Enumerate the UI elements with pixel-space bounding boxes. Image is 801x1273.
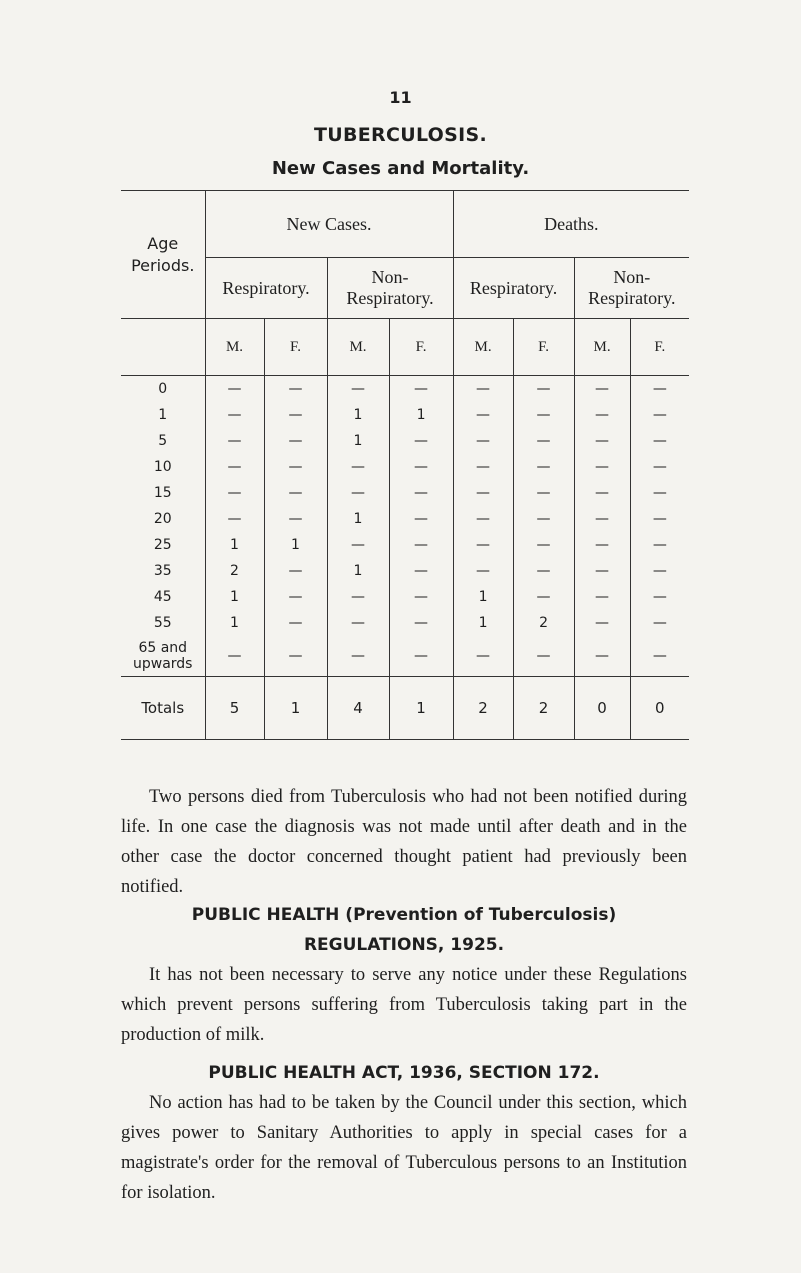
table-cell: —	[630, 558, 689, 584]
table-cell: —	[574, 532, 630, 558]
totals-row	[121, 677, 689, 740]
table-cell: —	[453, 480, 513, 506]
page-title: TUBERCULOSIS.	[314, 124, 487, 146]
table-cell: —	[453, 506, 513, 532]
table-cell: —	[327, 454, 389, 480]
table-cell: —	[327, 636, 389, 677]
table-row	[121, 402, 689, 428]
table-cell: —	[453, 454, 513, 480]
table-row	[121, 376, 689, 403]
deaths-header: Deaths.	[453, 191, 689, 258]
table-cell: —	[574, 376, 630, 403]
age-cell: 65 and upwards	[121, 636, 205, 677]
table-cell: —	[389, 636, 453, 677]
age-cell: 15	[153, 485, 172, 501]
table-row	[121, 584, 689, 610]
table-cell: —	[630, 610, 689, 636]
table-row	[121, 636, 689, 677]
table-cell: —	[264, 506, 327, 532]
age-cell: 25	[153, 537, 172, 553]
paragraph-section-172: No action has had to be taken by the Council under this section, which gives power to Sanitary Authorities to apply in special cases for a magistrate's order for the removal of Tuberculous persons to an Institution for isolation.	[121, 1093, 687, 1203]
table-cell: 1	[453, 610, 513, 636]
table-cell: 1	[327, 506, 389, 532]
table-cell: 1	[453, 584, 513, 610]
table-row	[121, 506, 689, 532]
deaths-non-respiratory-header: Non- Respiratory.	[574, 258, 689, 319]
table-cell: —	[205, 376, 264, 403]
table-cell: —	[513, 506, 574, 532]
table-cell: —	[327, 376, 389, 403]
table-cell: —	[453, 428, 513, 454]
table-cell: —	[264, 454, 327, 480]
age-cell: 35	[153, 563, 172, 579]
table-cell: —	[327, 584, 389, 610]
table-cell: —	[453, 402, 513, 428]
sex-header: M.	[205, 319, 264, 376]
table-cell: —	[205, 402, 264, 428]
table-cell: —	[574, 428, 630, 454]
table-cell: —	[264, 376, 327, 403]
table-cell: —	[630, 532, 689, 558]
new-cases-header: New Cases.	[205, 191, 453, 258]
table-cell: —	[630, 454, 689, 480]
total-cell: 0	[574, 677, 630, 740]
table-cell: —	[389, 584, 453, 610]
table-cell: —	[513, 584, 574, 610]
table-cell: 2	[513, 610, 574, 636]
table-cell: 1	[389, 402, 453, 428]
table-cell: —	[205, 454, 264, 480]
table-cell: —	[574, 584, 630, 610]
total-cell: 2	[513, 677, 574, 740]
table-cell: 2	[205, 558, 264, 584]
age-cell: 5	[158, 433, 168, 449]
table-cell: —	[574, 480, 630, 506]
table-cell: —	[264, 584, 327, 610]
age-cell: 1	[158, 407, 168, 423]
table-cell: —	[389, 506, 453, 532]
table-row	[121, 428, 689, 454]
total-cell: 1	[389, 677, 453, 740]
total-cell: 1	[264, 677, 327, 740]
table-cell: —	[264, 636, 327, 677]
table-cell: —	[205, 506, 264, 532]
heading-section-172: PUBLIC HEALTH ACT, 1936, SECTION 172.	[208, 1063, 600, 1083]
age-cell: 0	[158, 381, 168, 397]
table-cell: —	[389, 480, 453, 506]
age-cell: 55	[153, 615, 172, 631]
age-spacer	[121, 319, 205, 376]
table-cell: —	[630, 584, 689, 610]
table-cell: —	[389, 610, 453, 636]
table-cell: —	[389, 558, 453, 584]
table-cell: —	[630, 480, 689, 506]
total-cell: 0	[630, 677, 689, 740]
table-cell: —	[389, 428, 453, 454]
table-cell: —	[630, 428, 689, 454]
deaths-respiratory-header: Respiratory.	[453, 258, 574, 319]
table-cell: —	[513, 428, 574, 454]
sex-header: F.	[389, 319, 453, 376]
table-cell: —	[389, 376, 453, 403]
total-cell: 2	[453, 677, 513, 740]
table-cell: —	[389, 454, 453, 480]
table-row	[121, 558, 689, 584]
table-cell: —	[513, 532, 574, 558]
table-cell: 1	[327, 428, 389, 454]
new-respiratory-header: Respiratory.	[205, 258, 327, 319]
table-cell: —	[574, 610, 630, 636]
table-cell: —	[630, 506, 689, 532]
table-row	[121, 454, 689, 480]
table-cell: —	[205, 428, 264, 454]
tuberculosis-table	[121, 190, 689, 740]
table-cell: —	[205, 480, 264, 506]
table-row	[121, 532, 689, 558]
table-cell: 1	[327, 402, 389, 428]
table-cell: 1	[205, 532, 264, 558]
table-cell: —	[453, 376, 513, 403]
sex-header: F.	[513, 319, 574, 376]
sex-header: M.	[574, 319, 630, 376]
table-cell: —	[513, 558, 574, 584]
table-cell: —	[630, 402, 689, 428]
table-row	[121, 480, 689, 506]
age-header: Age Periods.	[121, 191, 205, 319]
table-cell: —	[574, 402, 630, 428]
total-cell: 4	[327, 677, 389, 740]
table-cell: —	[327, 610, 389, 636]
table-cell: —	[327, 480, 389, 506]
table-cell: 1	[264, 532, 327, 558]
table-cell: —	[453, 558, 513, 584]
table-cell: —	[574, 454, 630, 480]
new-non-respiratory-header: Non- Respiratory.	[327, 258, 453, 319]
table-cell: —	[574, 506, 630, 532]
table-cell: —	[264, 428, 327, 454]
age-cell: 45	[153, 589, 172, 605]
table-cell: —	[574, 636, 630, 677]
table-cell: —	[389, 532, 453, 558]
table-cell: 1	[205, 584, 264, 610]
total-cell: 5	[205, 677, 264, 740]
paragraph-regulations: It has not been necessary to serve any notice under these Regulations which prevent persons suffering from Tuberculosis taking part in the production of milk.	[121, 965, 687, 1045]
table-cell: —	[205, 636, 264, 677]
table-cell: 1	[205, 610, 264, 636]
table-cell: —	[264, 402, 327, 428]
table-cell: —	[453, 636, 513, 677]
sex-header: F.	[264, 319, 327, 376]
table-cell: —	[513, 402, 574, 428]
paragraph-unnotified-deaths: Two persons died from Tuberculosis who had not been notified during life. In one case the diagnosis was not made until after death and in the other case the doctor concerned thought patient had previously been notified.	[121, 787, 687, 897]
table-cell: —	[574, 558, 630, 584]
table-row	[121, 610, 689, 636]
table-cell: —	[513, 454, 574, 480]
table-cell: —	[327, 532, 389, 558]
table-cell: —	[453, 532, 513, 558]
table-cell: —	[513, 636, 574, 677]
page-number: 11	[389, 88, 412, 107]
sex-header: F.	[630, 319, 689, 376]
age-cell: 10	[153, 459, 172, 475]
table-cell: —	[513, 376, 574, 403]
table-cell: —	[264, 480, 327, 506]
age-cell: 20	[153, 511, 172, 527]
sex-header: M.	[453, 319, 513, 376]
table-cell: —	[630, 376, 689, 403]
table-cell: —	[264, 558, 327, 584]
sex-header: M.	[327, 319, 389, 376]
page-subtitle: New Cases and Mortality.	[271, 158, 530, 179]
heading-regulations-1925: PUBLIC HEALTH (Prevention of Tuberculosis) REGULATIONS, 1925.	[191, 905, 617, 955]
table-cell: 1	[327, 558, 389, 584]
totals-label: Totals	[121, 677, 205, 740]
table-cell: —	[630, 636, 689, 677]
table-cell: —	[513, 480, 574, 506]
table-cell: —	[264, 610, 327, 636]
